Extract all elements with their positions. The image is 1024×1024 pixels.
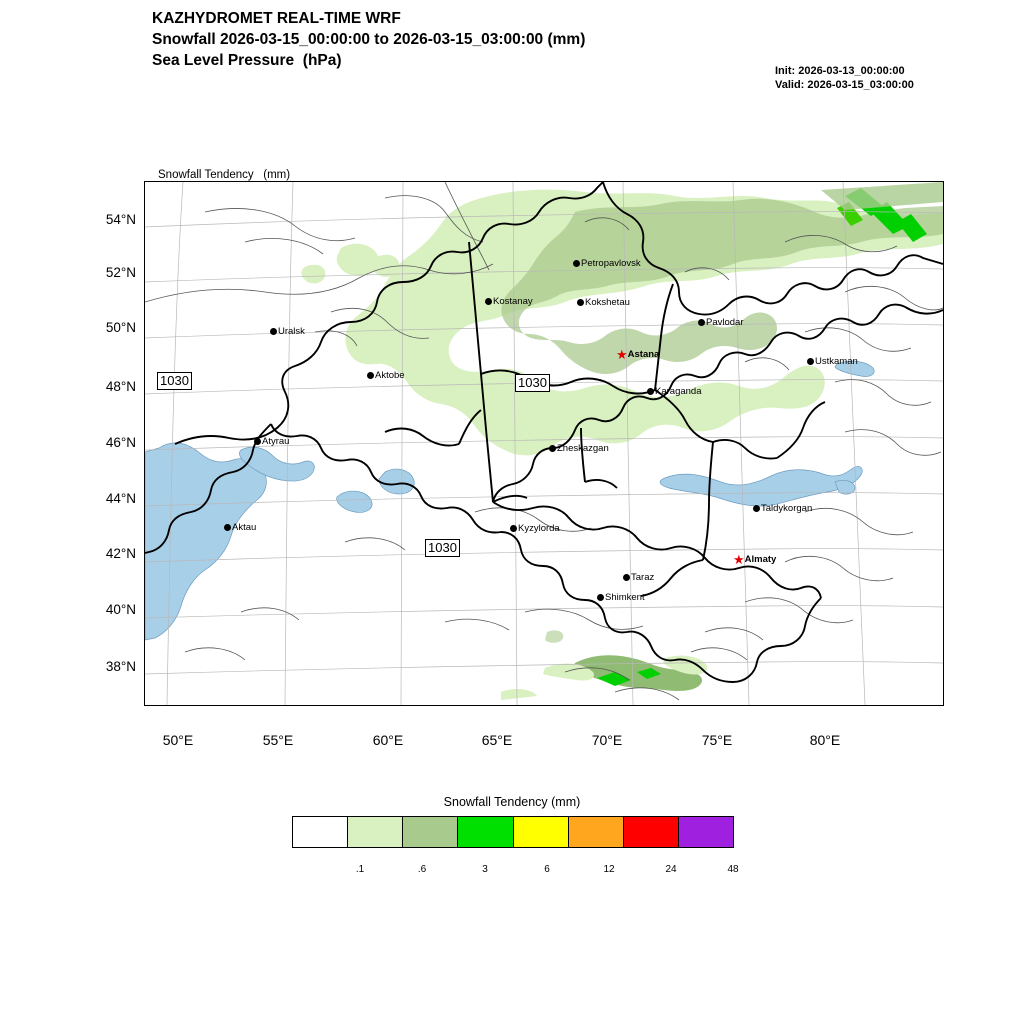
city-dot [573,260,580,267]
city-dot [698,319,705,326]
colorbar-swatch-7 [679,817,733,847]
x-tick-50e: 50°E [162,732,194,748]
city-taldykorgan: Taldykorgan [753,504,812,514]
x-tick-75e: 75°E [701,732,733,748]
x-tick-60e: 60°E [372,732,404,748]
colorbar-tick-5: 24 [665,864,677,875]
colorbar-tick-6: 48 [727,864,739,875]
colorbar [292,816,734,848]
y-tick-42n: 42°N [105,546,136,561]
city-dot [549,445,556,452]
city-dot [224,524,231,531]
colorbar-title: Snowfall Tendency (mm) [443,795,581,809]
y-tick-46n: 46°N [105,435,136,450]
init-time: Init: 2026-03-13_00:00:00 [775,65,905,77]
x-tick-55e: 55°E [262,732,294,748]
colorbar-swatch-0 [293,817,348,847]
city-aktobe: Aktobe [367,371,405,381]
x-tick-80e: 80°E [809,732,841,748]
city-dot [577,299,584,306]
title-line-1: KAZHYDROMET REAL-TIME WRF [152,10,401,27]
title-line-2: Snowfall 2026-03-15_00:00:00 to 2026-03-15_03:00:00 (mm) [152,31,586,48]
title-line-3: Sea Level Pressure (hPa) [152,52,342,69]
city-dot [647,388,654,395]
map-panel[interactable] [144,181,944,706]
city-dot [510,525,517,532]
init-valid-block [775,64,914,92]
x-tick-65e: 65°E [481,732,513,748]
city-zheskazgan: Zheskazgan [549,444,609,454]
y-tick-50n: 50°N [105,320,136,335]
colorbar-swatch-2 [403,817,458,847]
city-dot [367,372,374,379]
colorbar-tick-2: 3 [482,864,488,875]
colorbar-tick-1: .6 [417,864,427,875]
pressure-label-1030-south: 1030 [425,539,460,557]
star-icon: ★ [616,347,628,362]
city-kokshetau: Kokshetau [577,298,630,308]
colorbar-swatch-3 [458,817,513,847]
colorbar-swatch-4 [514,817,569,847]
city-shimkent: Shimkent [597,593,645,603]
y-tick-40n: 40°N [105,602,136,617]
colorbar-swatch-5 [569,817,624,847]
pressure-label-1030-center: 1030 [515,374,550,392]
y-tick-54n: 54°N [105,212,136,227]
colorbar-tick-0: .1 [355,864,365,875]
city-petropavlovsk: Petropavlovsk [573,259,641,269]
city-dot [753,505,760,512]
city-taraz: Taraz [623,573,654,583]
city-almaty: ★Almaty [733,552,777,567]
city-atyrau: Atyrau [254,437,289,447]
city-dot [623,574,630,581]
y-tick-52n: 52°N [105,265,136,280]
city-karaganda: Karaganda [647,387,701,397]
city-pavlodar: Pavlodar [698,318,744,328]
city-kyzylorda: Kyzylorda [510,524,560,534]
city-dot [270,328,277,335]
colorbar-tick-3: 6 [544,864,550,875]
pressure-label-1030-west: 1030 [157,372,192,390]
colorbar-ticks [292,864,739,880]
city-dot [807,358,814,365]
title-block [152,8,852,71]
field-legend-snowfall: Snowfall Tendency (mm) [158,169,291,181]
city-dot [485,298,492,305]
colorbar-tick-4: 12 [603,864,615,875]
star-icon: ★ [733,552,745,567]
city-aktau: Aktau [224,523,256,533]
city-uralsk: Uralsk [270,327,305,337]
y-tick-48n: 48°N [105,379,136,394]
city-kostanay: Kostanay [485,297,533,307]
city-dot [254,438,261,445]
x-tick-70e: 70°E [591,732,623,748]
colorbar-swatch-6 [624,817,679,847]
colorbar-swatch-1 [348,817,403,847]
y-tick-44n: 44°N [105,491,136,506]
city-astana: ★Astana [616,347,660,362]
city-dot [597,594,604,601]
y-tick-38n: 38°N [105,659,136,674]
valid-time: Valid: 2026-03-15_03:00:00 [775,79,914,91]
city-ustkaman: Ustkaman [807,357,858,367]
